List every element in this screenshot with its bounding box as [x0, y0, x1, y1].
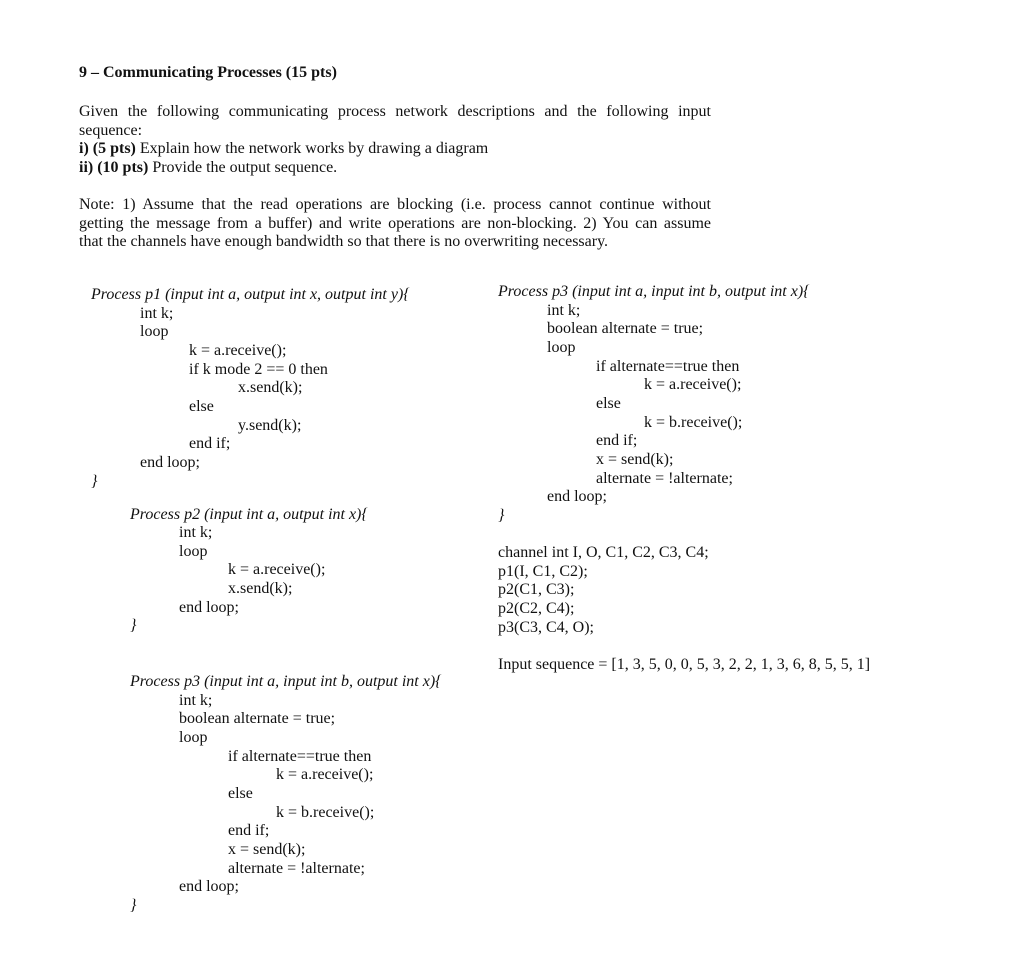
- p2-line: int k;: [179, 524, 213, 541]
- input-sequence: Input sequence = [1, 3, 5, 0, 0, 5, 3, 2, 2, 1, 3, 6, 8, 5, 5, 1]: [498, 656, 871, 673]
- p3-left-line: k = b.receive();: [276, 804, 375, 821]
- part-i-text: Explain how the network works by drawing a diagram: [135, 140, 489, 157]
- p3-right-line: if alternate==true then: [596, 358, 740, 375]
- p3-right-line: alternate = !alternate;: [596, 470, 733, 487]
- p3-left-close-brace: }: [130, 897, 137, 914]
- p3-left-line: boolean alternate = true;: [179, 710, 336, 727]
- p1-line: end loop;: [140, 454, 200, 471]
- p3-right-line: k = a.receive();: [644, 376, 742, 393]
- p2-line: end loop;: [179, 599, 239, 616]
- note-line-2: getting the message from a buffer) and write operations are non-blocking. 2) You can assume: [79, 214, 711, 232]
- intro-paragraph: [79, 103, 711, 177]
- p3-left-line: alternate = !alternate;: [228, 860, 365, 877]
- part-i: [79, 140, 711, 159]
- part-i-label: i) (5 pts): [79, 140, 136, 157]
- note-line-1: Note: 1) Assume that the read operations are blocking (i.e. process cannot continue without: [79, 196, 711, 213]
- p1-line: else: [189, 398, 214, 415]
- p1-line: if k mode 2 == 0 then: [189, 361, 328, 378]
- p3-left-line: loop: [179, 729, 208, 746]
- p3-left-line: else: [228, 785, 253, 802]
- p1-close-brace: }: [91, 473, 98, 490]
- p3-right-line: end loop;: [547, 488, 607, 505]
- p2-line: loop: [179, 543, 208, 560]
- p2-close-brace: }: [130, 617, 137, 634]
- p1-line: x.send(k);: [238, 379, 303, 396]
- network-line: p1(I, C1, C2);: [498, 563, 588, 580]
- p1-header: Process p1 (input int a, output int x, output int y){: [91, 286, 410, 303]
- p3-left-line: end if;: [228, 822, 270, 839]
- p1-line: loop: [140, 323, 169, 340]
- network-line: p2(C1, C3);: [498, 581, 575, 598]
- question-title: 9 – Communicating Processes (15 pts): [79, 64, 337, 81]
- part-ii-text: Provide the output sequence.: [148, 158, 338, 176]
- p3-right-header: Process p3 (input int a, input int b, output int x){: [498, 283, 810, 300]
- network-line: p2(C2, C4);: [498, 600, 575, 617]
- network-line: channel int I, O, C1, C2, C3, C4;: [498, 544, 709, 561]
- p2-line: x.send(k);: [228, 580, 293, 597]
- p3-left-line: int k;: [179, 692, 213, 709]
- part-ii-label: ii) (10 pts): [79, 158, 149, 176]
- p1-line: int k;: [140, 305, 174, 322]
- p1-line: k = a.receive();: [189, 342, 287, 359]
- p2-line: k = a.receive();: [228, 561, 326, 578]
- p1-line: end if;: [189, 435, 231, 452]
- network-line: p3(C3, C4, O);: [498, 619, 594, 636]
- p3-right-line: loop: [547, 339, 576, 356]
- p3-left-line: if alternate==true then: [228, 748, 372, 765]
- intro-line-1: Given the following communicating process network descriptions and the following input: [79, 103, 711, 120]
- p3-right-line: int k;: [547, 302, 581, 319]
- part-ii: [79, 159, 711, 178]
- p3-left-line: k = a.receive();: [276, 766, 374, 783]
- p3-right-line: end if;: [596, 432, 638, 449]
- p1-line: y.send(k);: [238, 417, 302, 434]
- p3-right-close-brace: }: [498, 507, 505, 524]
- p3-right-line: k = b.receive();: [644, 414, 743, 431]
- intro-line-2: sequence:: [79, 121, 143, 139]
- p3-right-line: x = send(k);: [596, 451, 674, 468]
- p3-left-line: end loop;: [179, 878, 239, 895]
- p3-right-line: boolean alternate = true;: [547, 320, 704, 337]
- p3-left-line: x = send(k);: [228, 841, 306, 858]
- note-paragraph: [79, 196, 711, 252]
- p2-header: Process p2 (input int a, output int x){: [130, 506, 368, 523]
- p3-left-header: Process p3 (input int a, input int b, output int x){: [130, 673, 442, 690]
- note-line-3: that the channels have enough bandwidth so that there is no overwriting necessary.: [79, 233, 609, 250]
- p3-right-line: else: [596, 395, 621, 412]
